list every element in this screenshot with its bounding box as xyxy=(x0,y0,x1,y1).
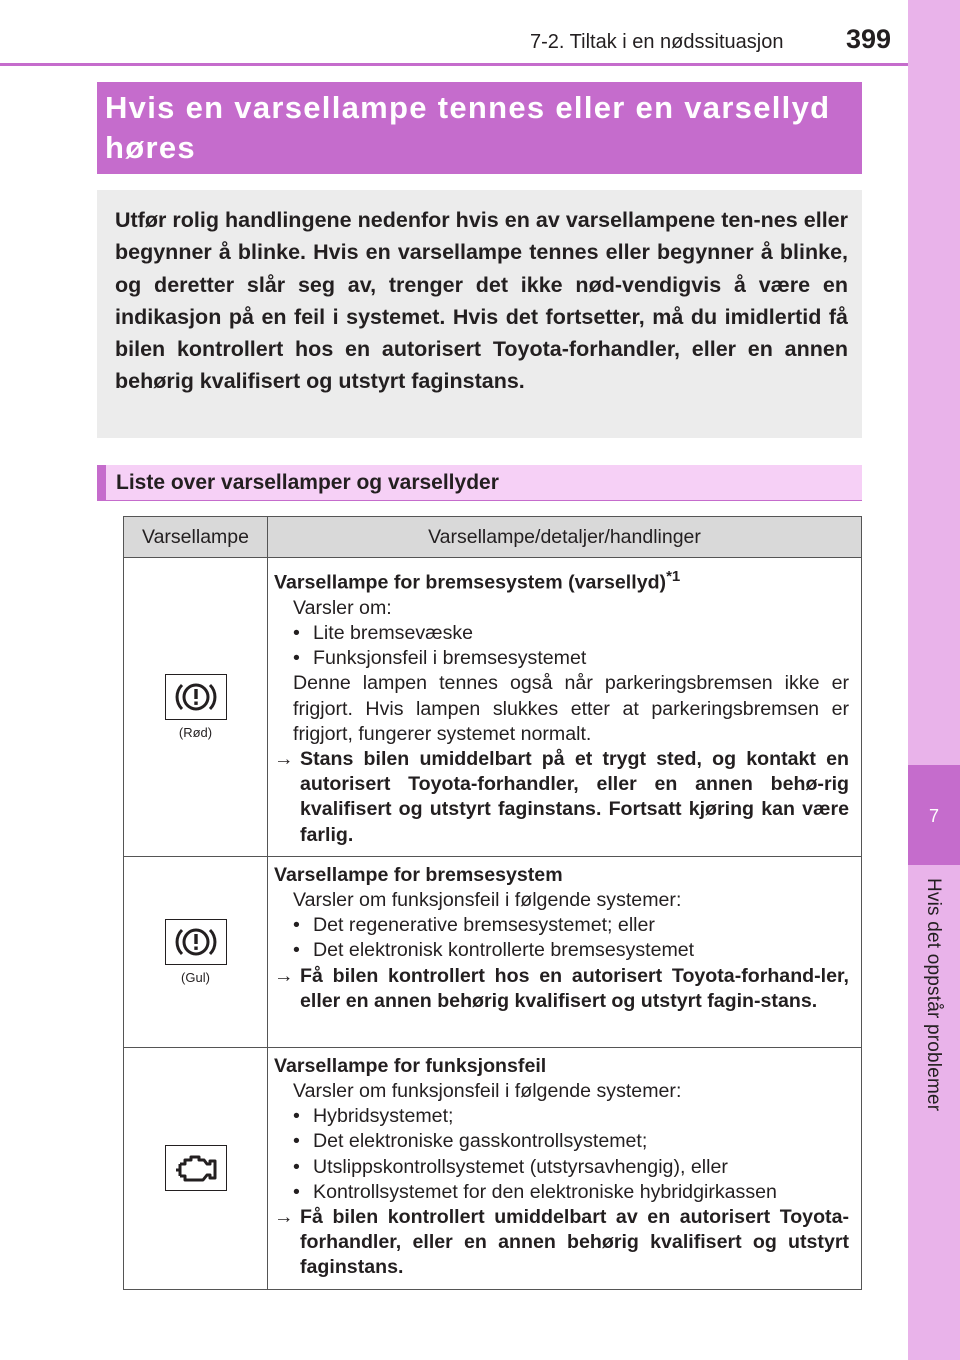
chapter-side-tab xyxy=(908,0,960,1360)
list-item: • Funksjonsfeil i bremsesystemet xyxy=(293,647,587,670)
main-heading: Hvis en varsellampe tennes eller en varsellyd høres xyxy=(97,82,862,174)
table-row xyxy=(124,856,862,1047)
lamp-title: Varsellampe for bremsesystem xyxy=(274,863,563,886)
page-number: 399 xyxy=(846,24,892,54)
details-cell xyxy=(268,558,862,857)
intro-box xyxy=(97,190,862,438)
list-item: • Det regenerative bremsesystemet; eller xyxy=(293,914,655,937)
brake-warning-icon xyxy=(165,674,227,720)
lamp-lead: Varsler om funksjonsfeil i følgende systemer: xyxy=(293,1079,682,1102)
brake-system-icon xyxy=(165,919,227,965)
details-cell xyxy=(268,1047,862,1289)
table-header-row xyxy=(124,517,862,558)
table-row xyxy=(124,558,862,857)
section-title: 7-2. Tiltak i en nødssituasjon xyxy=(530,31,784,53)
chapter-number: 7 xyxy=(928,806,939,826)
list-item: • Lite bremsevæske xyxy=(293,621,474,644)
table-row xyxy=(124,1047,862,1289)
list-item: • Hybridsystemet; xyxy=(293,1105,454,1128)
arrow-icon: → xyxy=(274,747,294,770)
intro-text: Utfør rolig handlingene nedenfor hvis en av varsellampene ten-nes eller begynner å blinke. Hvis en varsellampe tennes eller begynner å blinke, og deretter slår seg av, trenger det ikke nød-vendigvis å være en indikasjon på en feil i systemet. Hvis det fortsetter, må du imidlertid få bilen kontrollert hos en autorisert Toyota-forhandler, eller en annen behørig kvalifisert og utstyrt faginstans. xyxy=(115,208,848,394)
lamp-lead: Varsler om: xyxy=(293,596,392,619)
icon-cell xyxy=(124,558,268,857)
list-item: • Det elektroniske gasskontrollsystemet; xyxy=(293,1130,648,1153)
list-item: • Utslippskontrollsystemet (utstyrsavhengig), eller xyxy=(293,1155,728,1178)
details-cell xyxy=(268,856,862,1047)
arrow-icon: → xyxy=(274,1205,294,1228)
column-header-lamp: Varsellampe xyxy=(124,517,268,558)
lamp-title: Varsellampe for bremsesystem (varsellyd)$^{*1}$ xyxy=(274,568,681,594)
subheading: Liste over varsellamper og varsellyder xyxy=(97,465,862,501)
header-rule xyxy=(0,63,908,66)
lamp-lead: Varsler om funksjonsfeil i følgende systemer: xyxy=(293,888,682,911)
icon-color-note: (Rød) xyxy=(178,724,213,740)
icon-cell xyxy=(124,1047,268,1289)
lamp-action: → Få bilen kontrollert umiddelbart av en autorisert Toyota-forhandler, eller en annen behørig kvalifisert og utstyrt faginstans. xyxy=(274,1205,849,1279)
list-item: • Det elektronisk kontrollerte bremsesystemet xyxy=(293,939,695,962)
chapter-label: Hvis det oppstår problemer xyxy=(923,878,944,1112)
lamp-action: → Få bilen kontrollert hos en autorisert Toyota-forhand-ler, eller en annen behørig kvalifisert og utstyrt fagin-stans. xyxy=(274,964,849,1012)
lamp-title: Varsellampe for funksjonsfeil xyxy=(274,1054,547,1077)
column-header-details: Varsellampe/detaljer/handlinger xyxy=(268,517,862,558)
icon-cell xyxy=(124,856,268,1047)
lamp-note: Denne lampen tennes også når parkeringsbremsen ikke er frigjort. Hvis lampen slukkes etter at parkeringsbremsen er frigjort, fungerer systemet normalt. xyxy=(293,672,849,745)
engine-malfunction-icon xyxy=(165,1145,227,1191)
arrow-icon: → xyxy=(274,964,294,987)
lamp-action: → Stans bilen umiddelbart på et trygt sted, og kontakt en autorisert Toyota-forhandler, eller en annen behø-rig kvalifisert og utstyrt faginstans. Fortsatt kjøring kan være farlig. xyxy=(274,747,849,846)
icon-color-note: (Gul) xyxy=(181,969,210,985)
warning-lamp-table xyxy=(123,516,862,1290)
list-item: • Kontrollsystemet for den elektroniske hybridgirkassen xyxy=(293,1180,777,1203)
